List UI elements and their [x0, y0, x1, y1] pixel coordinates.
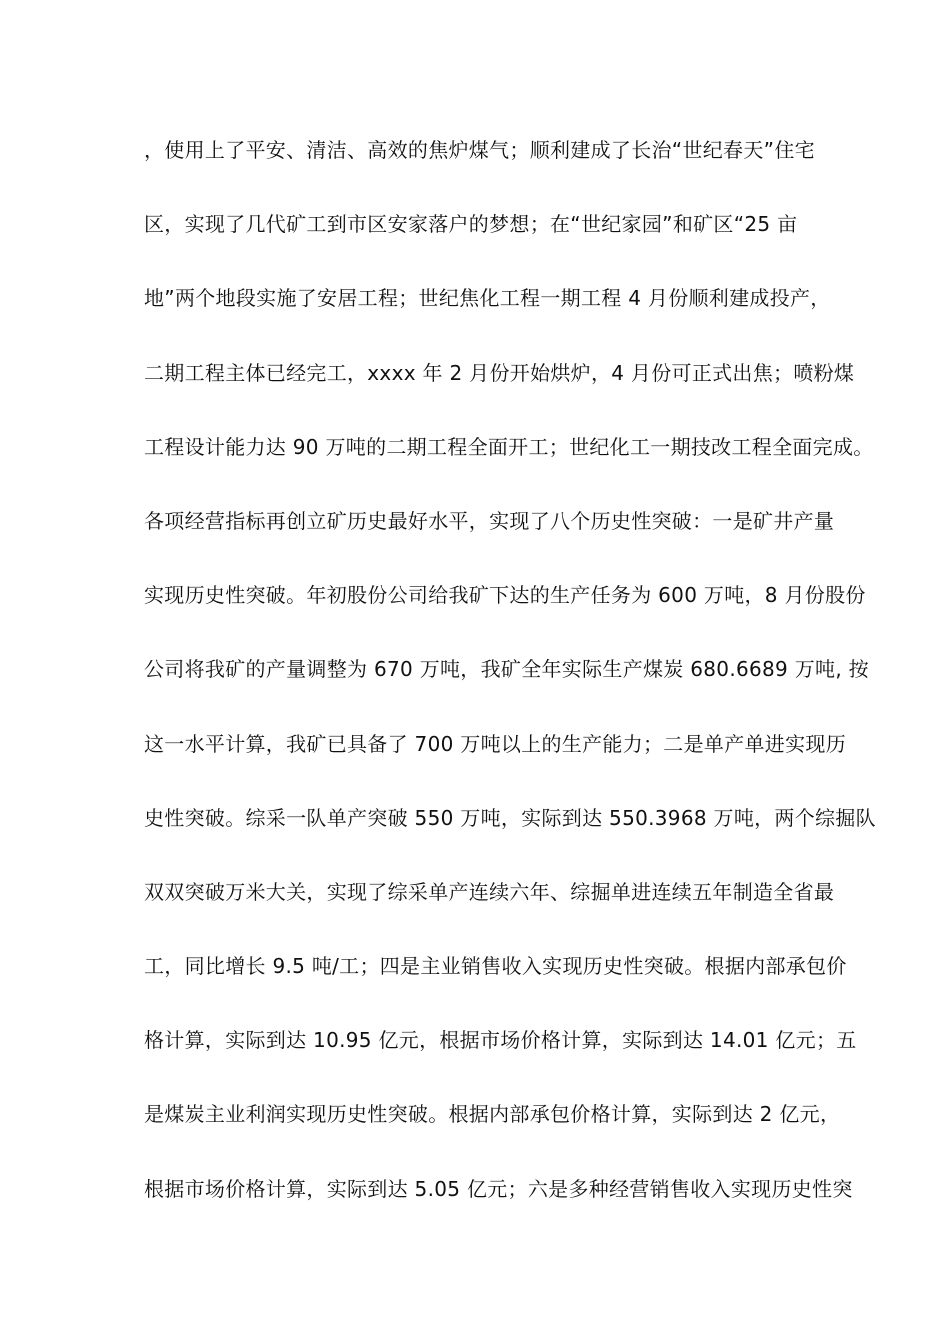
text-line: 双双突破万米大关，实现了综采单产连续六年、综掘单进连续五年制造全省最: [144, 879, 835, 904]
text-line: 史性突破。综采一队单产突破 550 万吨，实际到达 550.3968 万吨，两个综掘队: [144, 805, 876, 830]
text-line: 工，同比增长 9.5 吨/工；四是主业销售收入实现历史性突破。根据内部承包价: [144, 954, 847, 979]
body-text: [144, 128, 876, 1212]
text-line: 这一水平计算，我矿已具备了 700 万吨以上的生产能力；二是单产单进实现历: [144, 731, 846, 756]
text-line: 二期工程主体已经完工，xxxx 年 2 月份开始烘炉，4 月份可正式出焦；喷粉煤: [144, 360, 855, 385]
text-line: 格计算，实际到达 10.95 亿元，根据市场价格计算，实际到达 14.01 亿元；五: [144, 1028, 857, 1053]
text-line: 是煤炭主业利润实现历史性突破。根据内部承包价格计算，实际到达 2 亿元，: [144, 1102, 841, 1127]
text-line: 根据市场价格计算，实际到达 5.05 亿元；六是多种经营销售收入实现历史性突: [144, 1176, 853, 1201]
text-line: ，使用上了平安、清洁、高效的焦炉煤气；顺利建成了长治“世纪春天”住宅: [144, 138, 815, 162]
text-line: 工程设计能力达 90 万吨的二期工程全面开工；世纪化工一期技改工程全面完成。: [144, 434, 874, 459]
text-line: 实现历史性突破。年初股份公司给我矿下达的生产任务为 600 万吨，8 月份股份: [144, 583, 866, 608]
text-line: 各项经营指标再创立矿历史最好水平，实现了八个历史性突破：一是矿井产量: [144, 508, 835, 533]
text-line: 区，实现了几代矿工到市区安家落户的梦想；在“世纪家园”和矿区“25 亩: [144, 212, 798, 237]
text-line: 地”两个地段实施了安居工程；世纪焦化工程一期工程 4 月份顺利建成投产，: [144, 286, 831, 311]
text-line: 公司将我矿的产量调整为 670 万吨，我矿全年实际生产煤炭 680.6689 万吨, 按: [144, 657, 869, 682]
